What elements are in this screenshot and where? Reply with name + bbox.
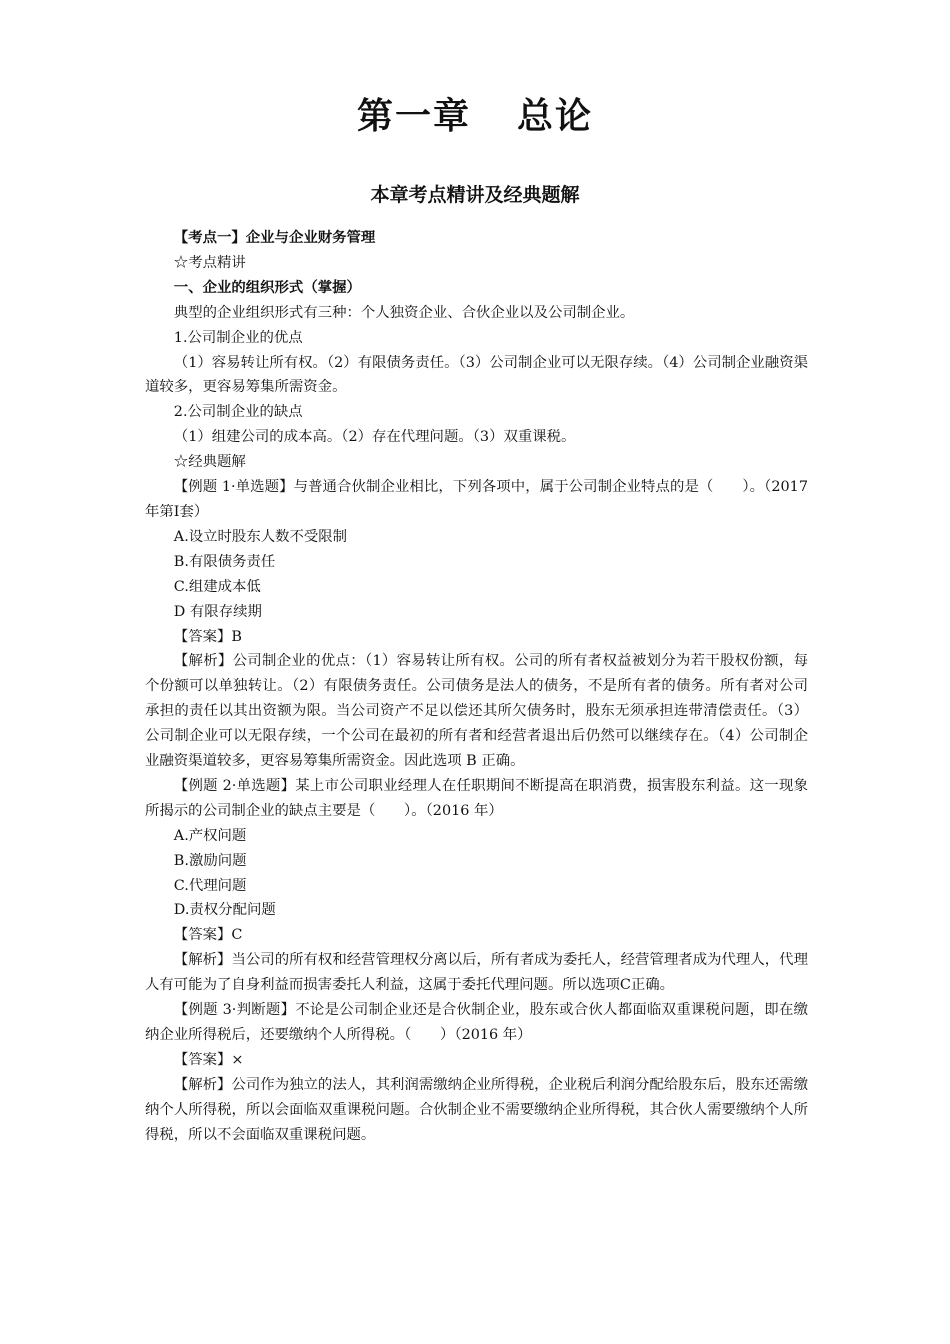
advantages-text: （1）容易转让所有权。（2）有限债务责任。（3）公司制企业可以无限存续。（4）公司制企业融资渠道较多，更容易筹集所需资金。 <box>145 354 808 396</box>
example-2-option-c: C.代理问题 <box>173 877 247 894</box>
section-title: 本章考点精讲及经典题解 <box>370 184 580 206</box>
document-body <box>145 226 808 1148</box>
org-intro: 典型的企业组织形式有三种：个人独资企业、合伙企业以及公司制企业。 <box>173 304 635 321</box>
example-1-answer: 【答案】B <box>173 628 242 645</box>
example-2-answer: 【答案】C <box>173 927 243 944</box>
example-2-option-b: B.激励问题 <box>173 852 247 869</box>
example-3-tag: 【例题 3·判断题】 <box>173 1002 296 1019</box>
example-1-analysis-text: 公司制企业的优点：（1）容易转让所有权。公司的所有者权益被划分为若干股权份额，每个份额可以单独转让。（2）有限债务责任。公司债务是法人的债务，不是所有者的债务。所有者对公司承担的责任以其出资额为限。当公司资产不足以偿还其所欠债务时，股东无须承担连带清偿责任。（3）公司制企业可以无限存续，一个公司在最初的所有者和经营者退出后仍然可以继续存在。（4）公司制企业融资渠道较多，更容易筹集所需资金。因此选项 B 正确。 <box>145 653 808 770</box>
example-1-option-a: A.设立时股东人数不受限制 <box>173 528 348 545</box>
example-3-stem: 不论是公司制企业还是合伙制企业，股东或合伙人都面临双重课税问题，即在缴纳企业所得税后，还要缴纳个人所得税。（ ）（2016 年） <box>145 1002 808 1043</box>
example-2-tag: 【例题 2·单选题】 <box>173 777 296 794</box>
example-3-analysis <box>145 1073 808 1148</box>
disadvantages-text: （1）组建公司的成本高。（2）存在代理问题。（3）双重课税。 <box>173 429 576 446</box>
chapter-number: 第一章 <box>356 96 471 137</box>
example-1-tag: 【例题 1·单选题】 <box>173 479 294 496</box>
example-1-option-b: B.有限债务责任 <box>173 553 276 570</box>
example-3-answer: 【答案】× <box>173 1051 244 1068</box>
jingjiang-label: ☆考点精讲 <box>173 254 246 271</box>
example-1-option-d: D 有限存续期 <box>173 603 262 620</box>
example-2-analysis <box>145 948 808 998</box>
example-2-question <box>145 774 808 824</box>
org-heading: 一、企业的组织形式（掌握） <box>173 279 361 296</box>
example-2-option-d: D.责权分配问题 <box>173 902 276 919</box>
example-2-option-a: A.产权问题 <box>173 827 247 844</box>
kaodian-title: 企业与企业财务管理 <box>245 230 376 246</box>
example-1-stem: 与普通合伙制企业相比，下列各项中，属于公司制企业特点的是（ ）。（2017 年第Ⅰ套） <box>145 479 808 520</box>
tijie-label: ☆经典题解 <box>173 454 246 471</box>
example-2-analysis-tag: 【解析】 <box>173 952 232 969</box>
advantages-heading: 1.公司制企业的优点 <box>173 329 303 346</box>
example-3-question <box>145 998 808 1048</box>
example-1-analysis-tag: 【解析】 <box>173 653 233 670</box>
disadvantages-heading: 2.公司制企业的缺点 <box>173 404 303 421</box>
example-2-stem: 某上市公司职业经理人在任职期间不断提高在职消费，损害股东利益。这一现象所揭示的公司制企业的缺点主要是（ ）。（2016 年） <box>145 777 808 819</box>
chapter-name: 总论 <box>517 96 594 137</box>
example-3-analysis-text: 公司作为独立的法人，其利润需缴纳企业所得税，企业税后利润分配给股东后，股东还需缴纳个人所得税，所以会面临双重课税问题。合伙制企业不需要缴纳企业所得税，其合伙人需要缴纳个人所得税，所以不会面临双重课税问题。 <box>145 1076 808 1143</box>
example-1-question <box>145 475 808 525</box>
chapter-title <box>0 92 950 142</box>
kaodian-heading <box>145 226 808 251</box>
example-2-analysis-text: 当公司的所有权和经营管理权分离以后，所有者成为委托人，经营管理者成为代理人，代理人有可能为了自身利益而损害委托人利益，这属于委托代理问题。所以选项C正确。 <box>145 952 808 994</box>
kaodian-tag: 【考点一】 <box>173 230 246 246</box>
example-1-option-c: C.组建成本低 <box>173 578 261 595</box>
example-3-analysis-tag: 【解析】 <box>173 1076 232 1093</box>
example-1-analysis <box>145 649 808 774</box>
